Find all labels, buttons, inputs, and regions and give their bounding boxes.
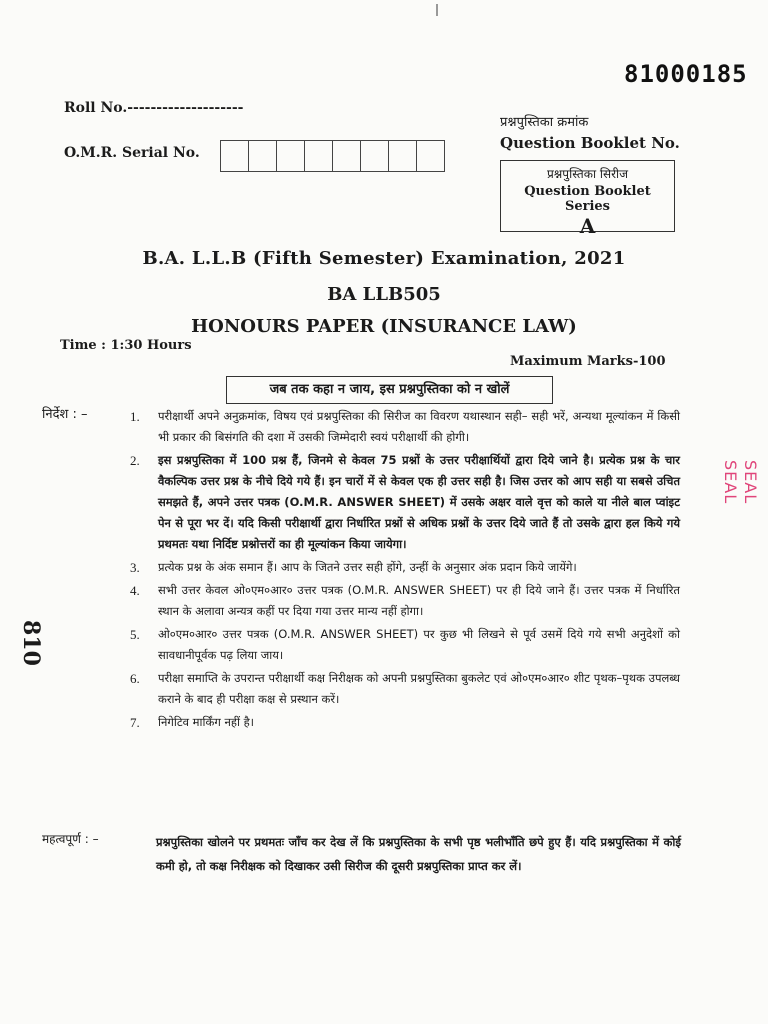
instruction-text: इस प्रश्नपुस्तिका में 100 प्रश्न हैं, जिनमे से केवल 75 प्रश्नों के उत्तर परीक्षार्थियों द्वारा दिये जाने है। प्रत्येक प्रश्न के चार वैकल्पिक उत्तर प्रश्न के नीचे दिये गये हैं। इन चारों में से केवल एक ही उत्तर सही है। जिस उत्तर को आप सही या सबसे उचित समझते हैं, अपने उत्तर पत्रक (O.M.R. ANSWER SHEET) में उसके अक्षर वाले वृत्त को काले या नीले बाल प्वांइट पेन से पूरा भर दें। यदि किसी परीक्षार्थी द्वारा निर्धारित प्रश्नों से अधिक प्रश्नों के उत्तर दिये जाते हैं तो उसके द्वारा हल किये गये प्रथमतः यथा निर्दिष्ट प्रश्नोत्तरों का ही मूल्यांकन किया जायेगा।	[158, 453, 680, 551]
instruction-text: ओ०एम०आर० उत्तर पत्रक (O.M.R. ANSWER SHEET) पर कुछ भी लिखने से पूर्व उसमें दिये गये सभी अनुदेशों को सावधानीपूर्वक पढ़ लिया जाय।	[158, 627, 680, 662]
seal-text: SEAL	[721, 460, 740, 505]
series-label-hindi: प्रश्नपुस्तिका सिरीज	[546, 167, 629, 181]
question-booklet-label-hindi: प्रश्नपुस्तिका क्रमांक	[500, 115, 589, 130]
max-marks: Maximum Marks-100	[510, 354, 666, 369]
paper-title: HONOURS PAPER (INSURANCE LAW)	[191, 316, 577, 337]
question-booklet-label: Question Booklet No.	[500, 134, 680, 152]
seal-text: SEAL	[741, 460, 760, 505]
exam-title: B.A. L.L.B (Fifth Semester) Examination, 2021	[142, 248, 626, 269]
omr-box[interactable]	[304, 140, 333, 172]
omr-box[interactable]	[248, 140, 277, 172]
list-item: 2. इस प्रश्नपुस्तिका में 100 प्रश्न हैं, जिनमे से केवल 75 प्रश्नों के उत्तर परीक्षार्थियों द्वारा दिये जाने है। प्रत्येक प्रश्न के चार वैकल्पिक उत्तर प्रश्न के नीचे दिये गये हैं। इन चारों में से केवल एक ही उत्तर सही है। जिस उत्तर को आप सही या सबसे उचित समझते हैं, अपने उत्तर पत्रक (O.M.R. ANSWER SHEET) में उसके अक्षर वाले वृत्त को काले या नीले बाल प्वांइट पेन से पूरा भर दें। यदि किसी परीक्षार्थी द्वारा निर्धारित प्रश्नों से अधिक प्रश्नों के उत्तर दिये जाते हैं तो उसके द्वारा हल किये गये प्रथमतः यथा निर्दिष्ट प्रश्नोत्तरों का ही मूल्यांकन किया जायेगा।	[130, 450, 680, 555]
omr-box[interactable]	[332, 140, 361, 172]
omr-box[interactable]	[416, 140, 445, 172]
important-note: प्रश्नपुस्तिका खोलने पर प्रथमतः जाँच कर देख लें कि प्रश्नपुस्तिका के सभी पृष्ठ भलीभाँति छपे हुए हैं। यदि प्रश्नपुस्तिका में कोई कमी हो, तो कक्ष निरीक्षक को दिखाकर उसी सिरीज की दूसरी प्रश्नपुस्तिका प्राप्त कर लें।	[156, 835, 681, 873]
omr-box[interactable]	[360, 140, 389, 172]
omr-box[interactable]	[220, 140, 249, 172]
list-item: 3. प्रत्येक प्रश्न के अंक समान हैं। आप के जितने उत्तर सही होंगे, उन्हीं के अनुसार अंक प्रदान किये जायेंगे।	[130, 557, 680, 578]
exam-time: Time : 1:30 Hours	[60, 338, 192, 353]
omr-box[interactable]	[388, 140, 417, 172]
roll-number-label: Roll No.--------------------	[64, 100, 244, 116]
do-not-open-notice: जब तक कहा न जाय, इस प्रश्नपुस्तिका को न खोलें	[226, 376, 553, 404]
series-label: Question Booklet Series	[524, 184, 651, 214]
important-heading: महत्वपूर्ण : –	[42, 832, 99, 846]
instruction-text: प्रत्येक प्रश्न के अंक समान हैं। आप के जितने उत्तर सही होंगे, उन्हीं के अनुसार अंक प्रदान किये जायेंगे।	[158, 560, 577, 574]
omr-box[interactable]	[276, 140, 305, 172]
list-item: 7. निगेटिव मार्किंग नहीं है।	[130, 712, 680, 733]
series-letter: A	[579, 214, 596, 238]
omr-serial-label: O.M.R. Serial No.	[64, 145, 200, 161]
instruction-text: सभी उत्तर केवल ओ०एम०आर० उत्तर पत्रक (O.M.R. ANSWER SHEET) पर ही दिये जाने हैं। उत्तर पत्रक में निर्धारित स्थान के अलावा अन्यत्र कहीं पर दिया गया उत्तर मान्य नहीं होगा।	[158, 583, 680, 618]
list-item: 5. ओ०एम०आर० उत्तर पत्रक (O.M.R. ANSWER SHEET) पर कुछ भी लिखने से पूर्व उसमें दिये गये सभी अनुदेशों को सावधानीपूर्वक पढ़ लिया जाय।	[130, 624, 680, 666]
booklet-series-box	[500, 160, 675, 238]
list-item: 1. परीक्षार्थी अपने अनुक्रमांक, विषय एवं प्रश्नपुस्तिका की सिरीज का विवरण यथास्थान सही– सही भरें, अन्यथा मूल्यांकन में किसी भी प्रकार की बिसंगति की दशा में उसकी जिम्मेदारी स्वयं परीक्षार्थी की होगी।	[130, 406, 680, 448]
instructions-list	[130, 406, 680, 735]
instruction-text: परीक्षार्थी अपने अनुक्रमांक, विषय एवं प्रश्नपुस्तिका की सिरीज का विवरण यथास्थान सही– सही भरें, अन्यथा मूल्यांकन में किसी भी प्रकार की बिसंगति की दशा में उसकी जिम्मेदारी स्वयं परीक्षार्थी की होगी।	[158, 409, 680, 444]
side-code: 810	[18, 620, 44, 666]
scan-mark	[436, 4, 438, 16]
instruction-text: निगेटिव मार्किंग नहीं है।	[158, 715, 255, 729]
instruction-text: परीक्षा समाप्ति के उपरान्त परीक्षार्थी कक्ष निरीक्षक को अपनी प्रश्नपुस्तिका बुकलेट एवं ओ०एम०आर० शीट पृथक–पृथक उपलब्ध कराने के बाद ही परीक्षा कक्ष से प्रस्थान करें।	[158, 671, 680, 706]
booklet-number: 81000185	[624, 60, 748, 88]
seal-stamp	[700, 460, 760, 520]
instructions-heading: निर्देश : –	[42, 407, 88, 422]
course-code: BA LLB505	[327, 284, 441, 305]
omr-serial-boxes[interactable]	[220, 140, 444, 172]
list-item: 6. परीक्षा समाप्ति के उपरान्त परीक्षार्थी कक्ष निरीक्षक को अपनी प्रश्नपुस्तिका बुकलेट एवं ओ०एम०आर० शीट पृथक–पृथक उपलब्ध कराने के बाद ही परीक्षा कक्ष से प्रस्थान करें।	[130, 668, 680, 710]
list-item: 4. सभी उत्तर केवल ओ०एम०आर० उत्तर पत्रक (O.M.R. ANSWER SHEET) पर ही दिये जाने हैं। उत्तर पत्रक में निर्धारित स्थान के अलावा अन्यत्र कहीं पर दिया गया उत्तर मान्य नहीं होगा।	[130, 580, 680, 622]
